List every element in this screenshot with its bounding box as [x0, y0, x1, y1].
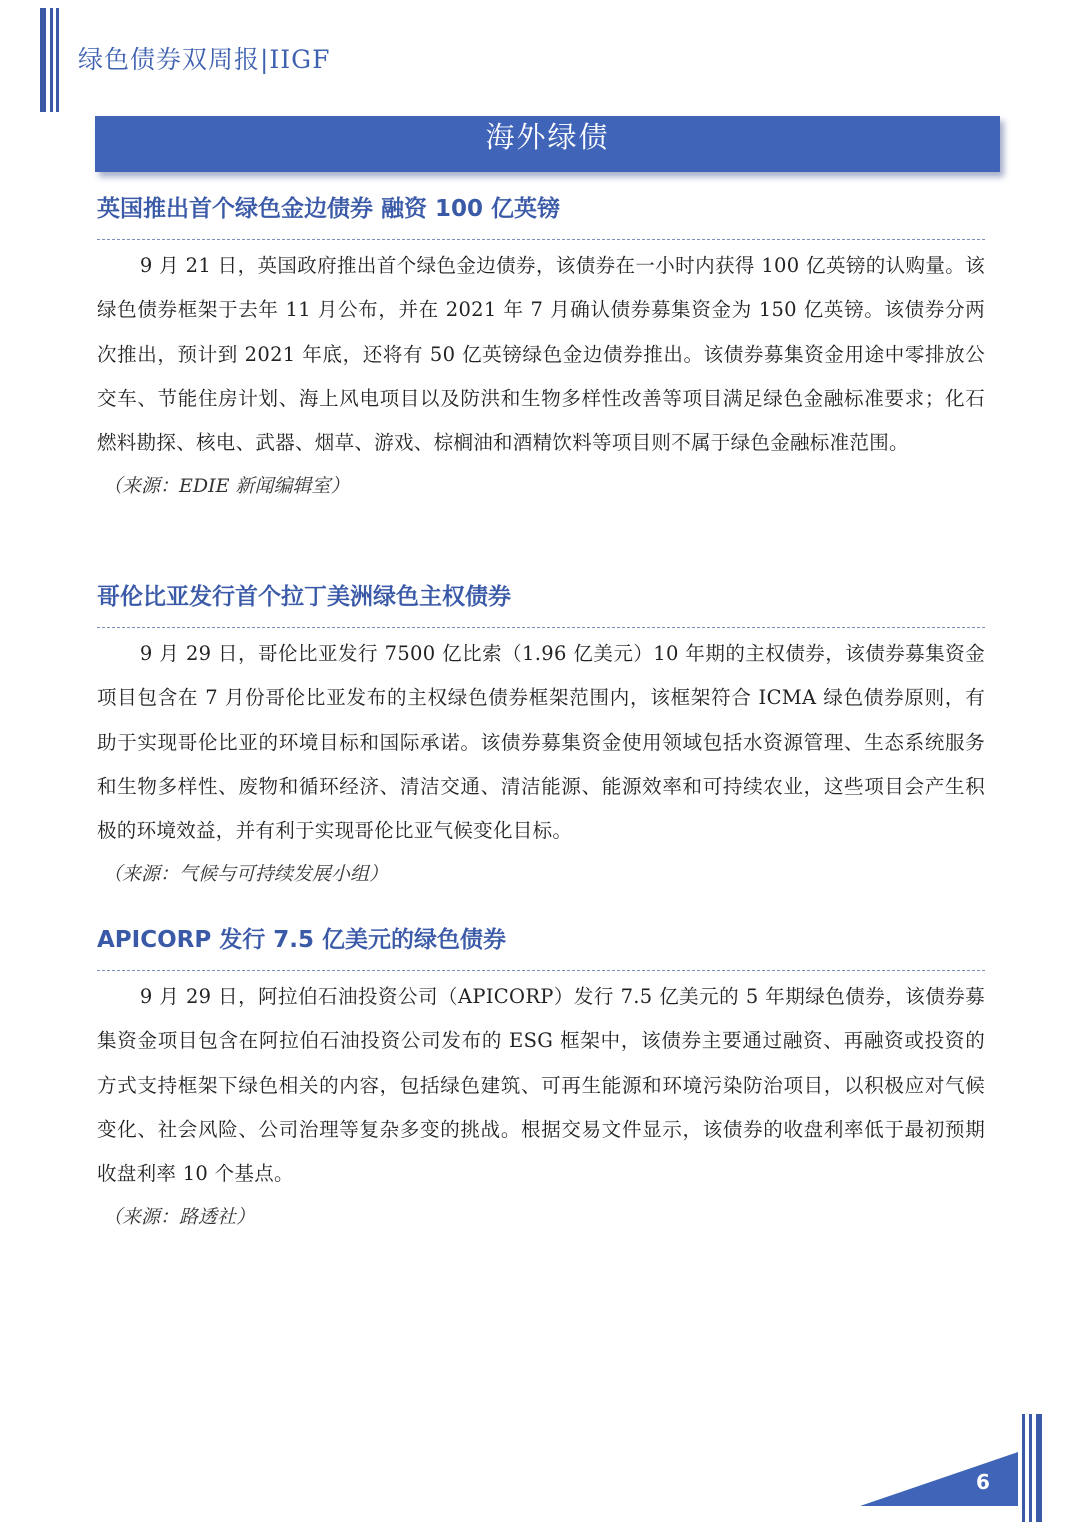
dashed-divider	[97, 627, 985, 628]
article-title: 英国推出首个绿色金边债券 融资 100 亿英镑	[97, 196, 561, 222]
article-body: 9 月 21 日，英国政府推出首个绿色金边债券，该债券在一小时内获得 100 亿英镑的认购量。该绿色债券框架于去年 11 月公布，并在 2021 年 7 月确认债券募集资金为 150 亿英镑。该债券分两次推出，预计到 2021 年底，还将有 50 亿英镑绿色金边债券推出。该债券募集资金用途中零排放公交车、节能住房计划、海上风电项目以及防洪和生物多样性改善等项目满足绿色金融标准要求；化石燃料勘探、核电、武器、烟草、游戏、棕榈油和酒精饮料等项目则不属于绿色金融标准范围。	[97, 254, 985, 455]
article-source: （来源：EDIE 新闻编辑室）	[103, 475, 350, 498]
news-article	[97, 581, 985, 895]
article-body: 9 月 29 日，阿拉伯石油投资公司（APICORP）发行 7.5 亿美元的 5 年期绿色债券，该债券募集资金项目包含在阿拉伯石油投资公司发布的 ESG 框架中，该债券主要通过融资、再融资或投资的方式支持框架下绿色相关的内容，包括绿色建筑、可再生能源和环境污染防治项目，以积极应对气候变化、社会风险、公司治理等复杂多变的挑战。根据交易文件显示，该债券的收盘利率低于最初预期收盘利率 10 个基点。	[97, 985, 985, 1186]
article-title: APICORP 发行 7.5 亿美元的绿色债券	[97, 927, 506, 953]
article-body: 9 月 29 日，哥伦比亚发行 7500 亿比索（1.96 亿美元）10 年期的主权债券，该债券募集资金项目包含在 7 月份哥伦比亚发布的主权绿色债券框架范围内，该框架符合 ICMA 绿色债券原则，有助于实现哥伦比亚的环境目标和国际承诺。该债券募集资金使用领域包括水资源管理、生态系统服务和生物多样性、废物和循环经济、清洁交通、清洁能源、能源效率和可持续农业，这些项目会产生积极的环境效益，并有利于实现哥伦比亚气候变化目标。	[97, 642, 985, 843]
footer-decorative-bars	[1022, 1414, 1046, 1522]
article-title: 哥伦比亚发行首个拉丁美洲绿色主权债券	[97, 584, 511, 610]
page-number: 6	[976, 1470, 990, 1494]
article-source: （来源：路透社）	[103, 1206, 256, 1229]
dashed-divider	[97, 970, 985, 971]
article-source: （来源：气候与可持续发展小组）	[103, 863, 389, 886]
dashed-divider	[97, 239, 985, 240]
section-banner	[95, 116, 1000, 172]
report-header-title: 绿色债券双周报|IIGF	[78, 45, 331, 74]
section-title: 海外绿债	[485, 120, 610, 154]
news-article	[97, 193, 985, 507]
header-decorative-bars	[40, 8, 64, 112]
news-article	[97, 924, 985, 1238]
